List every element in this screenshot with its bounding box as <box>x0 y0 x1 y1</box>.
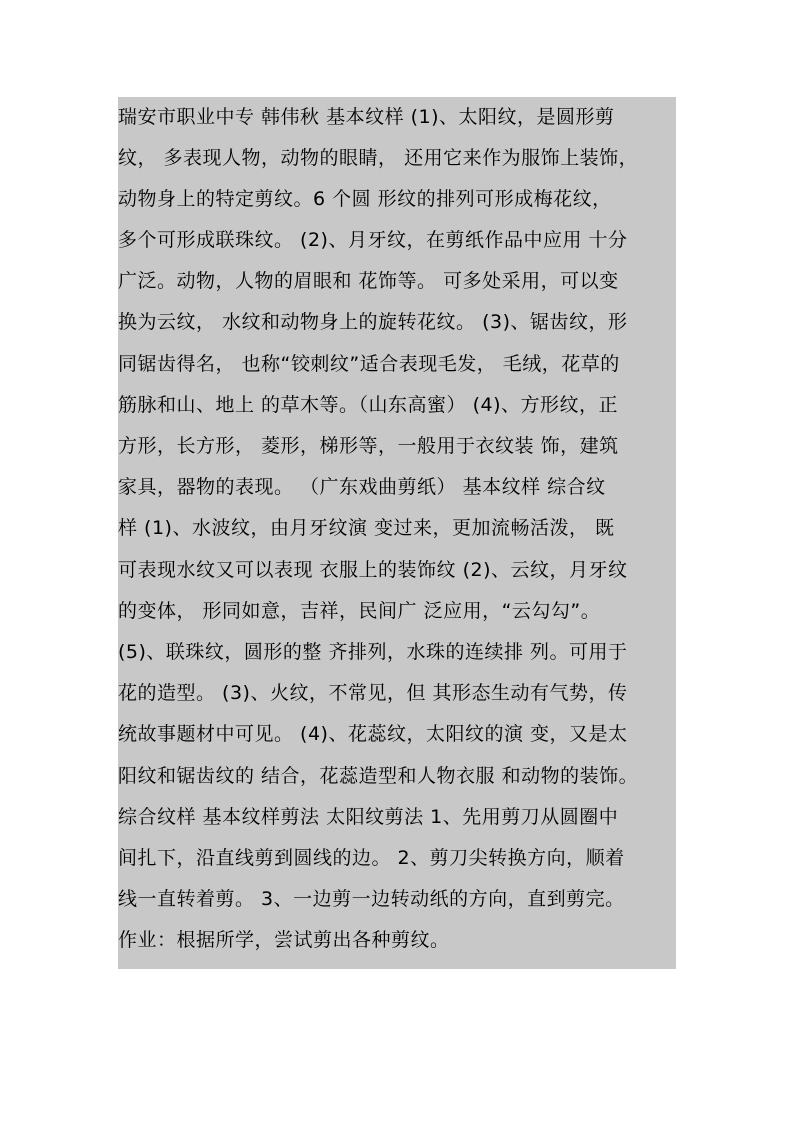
text-line-11: 样 (1)、水波纹，由月牙纹演 变过来，更加流畅活泼， 既 <box>118 517 615 539</box>
text-line-3: 动物身上的特定剪纹。6 个圆 形纹的排列可形成梅花纹， <box>118 188 612 210</box>
text-line-16: 统故事题材中可见。 (4)、花蕊纹，太阳纹的演 变，又是太 <box>118 723 628 745</box>
text-line-14: (5)、联珠纹，圆形的整 齐排列，水珠的连续排 列。可用于 <box>118 641 628 663</box>
text-line-15: 花的造型。 (3)、火纹，不常见，但 其形态生动有气势，传 <box>118 682 628 704</box>
text-line-2: 纹， 多表现人物，动物的眼睛， 还用它来作为服饰上装饰， <box>118 147 639 169</box>
text-line-8: 筋脉和山、地上 的草木等。（山东高蜜） (4)、方形纹，正 <box>118 394 618 416</box>
text-line-17: 阳纹和锯齿纹的 结合，花蕊造型和人物衣服 和动物的装饰。 <box>118 765 639 787</box>
text-line-19: 间扎下，沿直线剪到圆线的边。 2、剪刀尖转换方向，顺着 <box>118 847 625 869</box>
text-line-21: 作业：根据所学，尝试剪出各种剪纹。 <box>118 929 450 951</box>
text-line-9: 方形，长方形， 菱形，梯形等，一般用于衣纹装 饰，建筑 <box>118 435 619 457</box>
text-line-4: 多个可形成联珠纹。 (2)、月牙纹，在剪纸作品中应用 十分 <box>118 229 628 251</box>
text-line-13: 的变体， 形同如意，吉祥，民间广 泛应用，“云勾勾”。 <box>118 600 601 622</box>
text-line-6: 换为云纹， 水纹和动物身上的旋转花纹。 (3)、锯齿纹，形 <box>118 311 628 333</box>
text-line-1: 瑞安市职业中专 韩伟秋 基本纹样 (1)、太阳纹，是圆形剪 <box>118 106 615 128</box>
text-line-20: 线一直转着剪。 3、一边剪一边转动纸的方向，直到剪完。 <box>118 888 625 910</box>
text-line-5: 广泛。动物，人物的眉眼和 花饰等。 可多处采用，可以变 <box>118 270 619 292</box>
text-line-12: 可表现水纹又可以表现 衣服上的装饰纹 (2)、云纹，月牙纹 <box>118 559 628 581</box>
document-text-block <box>118 97 676 969</box>
text-line-10: 家具，器物的表现。 （广东戏曲剪纸） 基本纹样 综合纹 <box>118 476 606 498</box>
text-line-18: 综合纹样 基本纹样剪法 太阳纹剪法 1、先用剪刀从圆圈中 <box>118 806 619 828</box>
text-line-7: 同锯齿得名， 也称“铰刺纹”适合表现毛发， 毛绒，花草的 <box>118 353 620 375</box>
